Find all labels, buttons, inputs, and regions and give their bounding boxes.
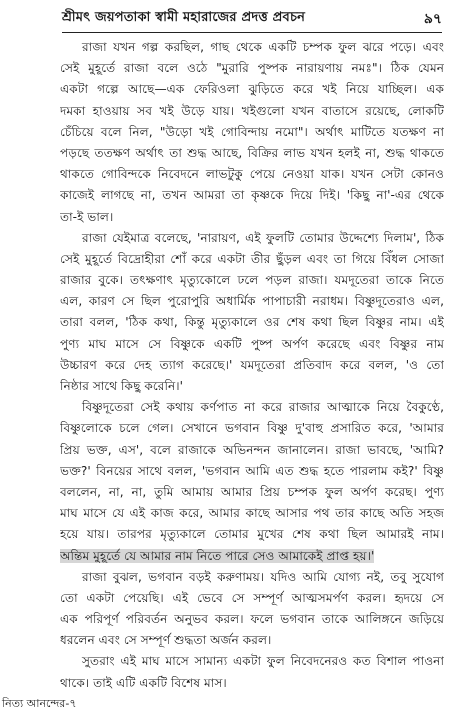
text-line: উচ্চারণ করে দেহ ত্যাগ করেছে।' যমদূতেরা প্রতিবাদ করে বলল, 'ও তো [60,357,444,372]
text-line: তারা বলল, 'ঠিক কথা, কিন্তু মৃত্যুকালে ওর শেষ কথা ছিল বিষ্ণুর নাম। এই [60,315,444,330]
text-line: ধরলেন এবং সে সম্পূর্ণ শুদ্ধতা অর্জন করল। [60,633,272,648]
text-line: একটা গল্পে আছে—এক ফেরিওলা ঝুড়িতে করে খই নিয়ে যাচ্ছিল। এক [60,82,444,97]
text-line: সেই মুহূর্তে বিদ্রোহীরা শোঁ করে একটা তীর ছুঁড়ল এবং তা গিয়ে বিঁধল সোজা [60,251,444,266]
body-text [60,37,444,694]
text-line: বিষ্ণুলোকে চলে গেল। সেখানে ভগবান বিষ্ণু দু'বাহু প্রসারিত করে, 'আমার [60,421,444,436]
text-line [60,546,444,567]
text-line: দমকা হাওয়ায় সব খই উড়ে যায়। খইগুলো যখন বাতাসে রয়েছে, লোকটি [60,103,444,118]
header-divider [62,32,442,33]
page-header [62,6,442,32]
text-line: রাজার বুকে। তৎক্ষণাৎ মৃত্যুকোলে ঢলে পড়ল রাজা। যমদূতেরা তাকে নিতে [60,273,444,288]
text-line: নিষ্ঠার সাথে কিছু করেনি।' [60,379,183,393]
text-line: থাকে। তাই এটি একটি বিশেষ মাস। [60,675,227,690]
text-line: তা-ই ভাল। [60,209,114,224]
text-line: বললেন, না, না, তুমি আমায় আমার প্রিয় চম্পক ফুল অর্পণ করেছ। পুণ্য [60,484,444,499]
text-line: সেই মুহূর্তে রাজা বলে ওঠে "মুরারি পুষ্পক নারায়ণায় নমঃ"। ঠিক যেমন [60,61,444,76]
text-line: পড়ছে ততক্ষণ অর্থাৎ তা শুদ্ধ আছে, বিক্রির লাভ যখন হলই না, শুদ্ধ থাকতে [60,145,444,160]
page-number: ৯৭ [423,11,442,27]
text-line: রাজা বুঝল, ভগবান বড়ই করুণাময়। যদিও আমি যোগ্য নই, তবু সুযোগ [82,569,444,584]
text-line: থাকতে গোবিন্দকে নিবেদনে লাভটুকু পেয়ে নেওয়া যাক। যখন সেটা কোনও [60,167,444,182]
text-line: হয়ে যায়। তারপর মৃত্যুকালে তোমার মুখের শেষ কথা ছিল আমারই নাম। [60,527,444,542]
text-line: চেঁচিয়ে বলে নিল, "উড়ো খই গোবিন্দায় নমো"। অর্থাৎ মাটিতে যতক্ষণ না [60,124,444,139]
text-line: রাজা যখন গল্প করছিল, গাছ থেকে একটি চম্পক ফুল ঝরে পড়ে। এবং [82,40,444,54]
text-line: মাঘ মাসে যে এই কাজ করে, আমার কাছে আসার পথ তার কাছে অতি সহজ [60,506,444,521]
text-line: পুণ্য মাঘ মাসে সে বিষ্ণুকে একটি পুষ্প অর্পণ করেছে এবং বিষ্ণুর নাম [60,336,444,351]
running-title: শ্রীমৎ জয়পতাকা স্বামী মহারাজের প্রদত্ত প্রবচন [62,10,306,25]
text-line: কাজেই লাগছে না, তখন আমরা তা কৃষ্ণকে দিয়ে দিই। 'কিছু না'-এর থেকে [60,188,444,203]
text-line: ভক্ত?' বিনয়ের সাথে বলল, 'ভগবান আমি এত শুদ্ধ হতে পারলাম কই?' বিষ্ণু [60,463,444,478]
highlighted-text: অন্তিম মুহূর্তে যে আমার নাম নিতে পারে সেও আমাকেই প্রাপ্ত হয়।' [60,548,375,563]
text-line: প্রিয় ভক্ত, এস', বলে রাজাকে অভিনন্দন জানালেন। রাজা ভাবছে, 'আমি? [60,442,444,457]
text-line: তো একটা পেয়েছি। এই ভেবে সে সম্পূর্ণ আত্মসমর্পণ করল। হৃদয়ে সে [60,590,444,605]
text-line: বিষ্ণুদূতেরা সেই কথায় কর্ণপাত না করে রাজার আত্মাকে নিয়ে বৈকুণ্ঠে, [82,400,444,415]
page-footer: নিত্য আনন্দের-৭ [2,697,77,710]
text-line: সুতরাং এই মাঘ মাসে সামান্য একটা ফুল নিবেদনেরও কত বিশাল পাওনা [82,654,444,669]
text-line: এল, কারণ সে ছিল পুরোপুরি অধার্মিক পাপাচারী নরাধম। বিষ্ণুদূতেরাও এল, [60,294,444,309]
text-line: রাজা যেইমাত্র বলেছে, 'নারায়ণ, এই ফুলটি তোমার উদ্দেশ্যে দিলাম', ঠিক [82,230,444,245]
text-line: এক পরিপূর্ণ পরিবর্তন অনুভব করল। ফলে ভগবান তাকে আলিঙ্গনে জড়িয়ে [60,612,444,627]
